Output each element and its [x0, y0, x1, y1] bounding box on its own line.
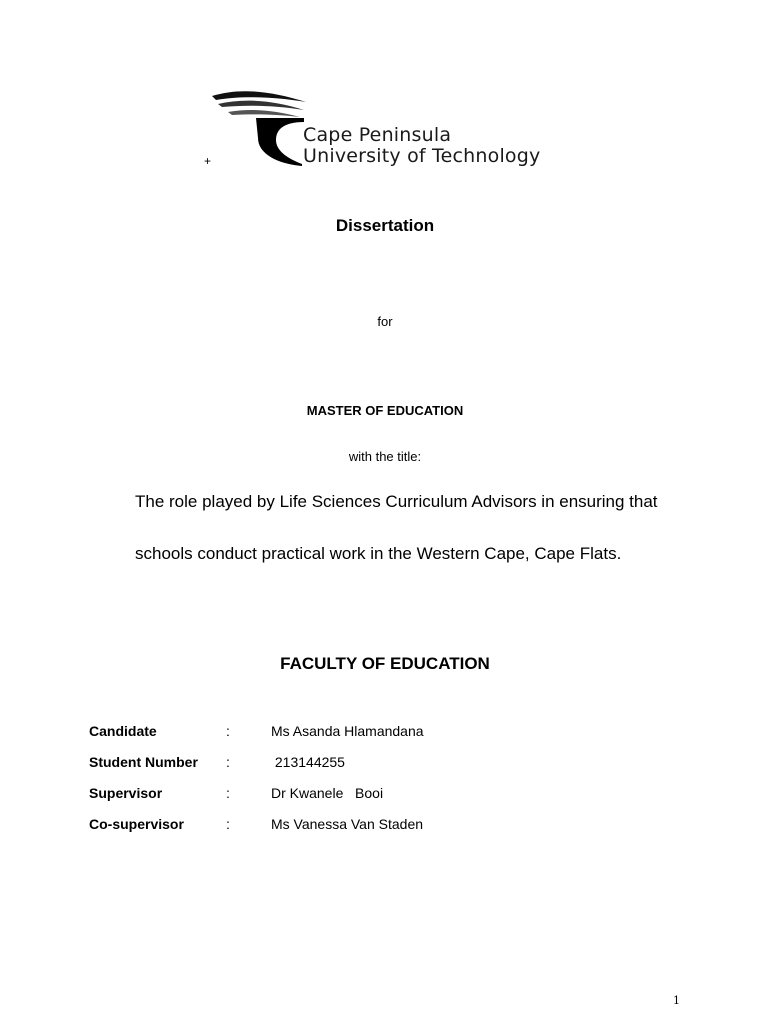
detail-separator: : [226, 723, 230, 739]
plus-marker: + [204, 154, 212, 168]
detail-row-co-supervisor [89, 816, 589, 836]
detail-label: Candidate [89, 723, 157, 739]
detail-separator: : [226, 816, 230, 832]
detail-row-supervisor [89, 785, 589, 805]
university-logo [208, 88, 568, 172]
detail-value: 213144255 [271, 754, 345, 770]
dissertation-title-line1: The role played by Life Sciences Curriculum Advisors in ensuring that [135, 492, 658, 511]
detail-separator: : [226, 754, 230, 770]
document-type-heading: Dissertation [335, 216, 435, 235]
page-number: 1 [673, 994, 680, 1007]
for-text: for [377, 314, 393, 329]
faculty-heading: FACULTY OF EDUCATION [280, 654, 490, 673]
detail-row-candidate [89, 723, 589, 743]
dissertation-title-line2: schools conduct practical work in the Western Cape, Cape Flats. [135, 544, 622, 563]
detail-label: Supervisor [89, 785, 163, 801]
logo-text-line2: University of Technology [303, 145, 541, 167]
detail-value: Ms Asanda Hlamandana [271, 723, 424, 739]
detail-value: Dr Kwanele Booi [271, 785, 384, 801]
logo-text-line1: Cape Peninsula [303, 124, 452, 146]
logo-mark-icon [208, 88, 308, 172]
degree-name: MASTER OF EDUCATION [306, 403, 464, 418]
detail-label: Co-supervisor [89, 816, 184, 832]
detail-value: Ms Vanessa Van Staden [271, 816, 424, 832]
detail-separator: : [226, 785, 230, 801]
detail-row-student-number [89, 754, 589, 774]
with-title-text: with the title: [348, 449, 422, 464]
detail-label: Student Number [89, 754, 198, 770]
